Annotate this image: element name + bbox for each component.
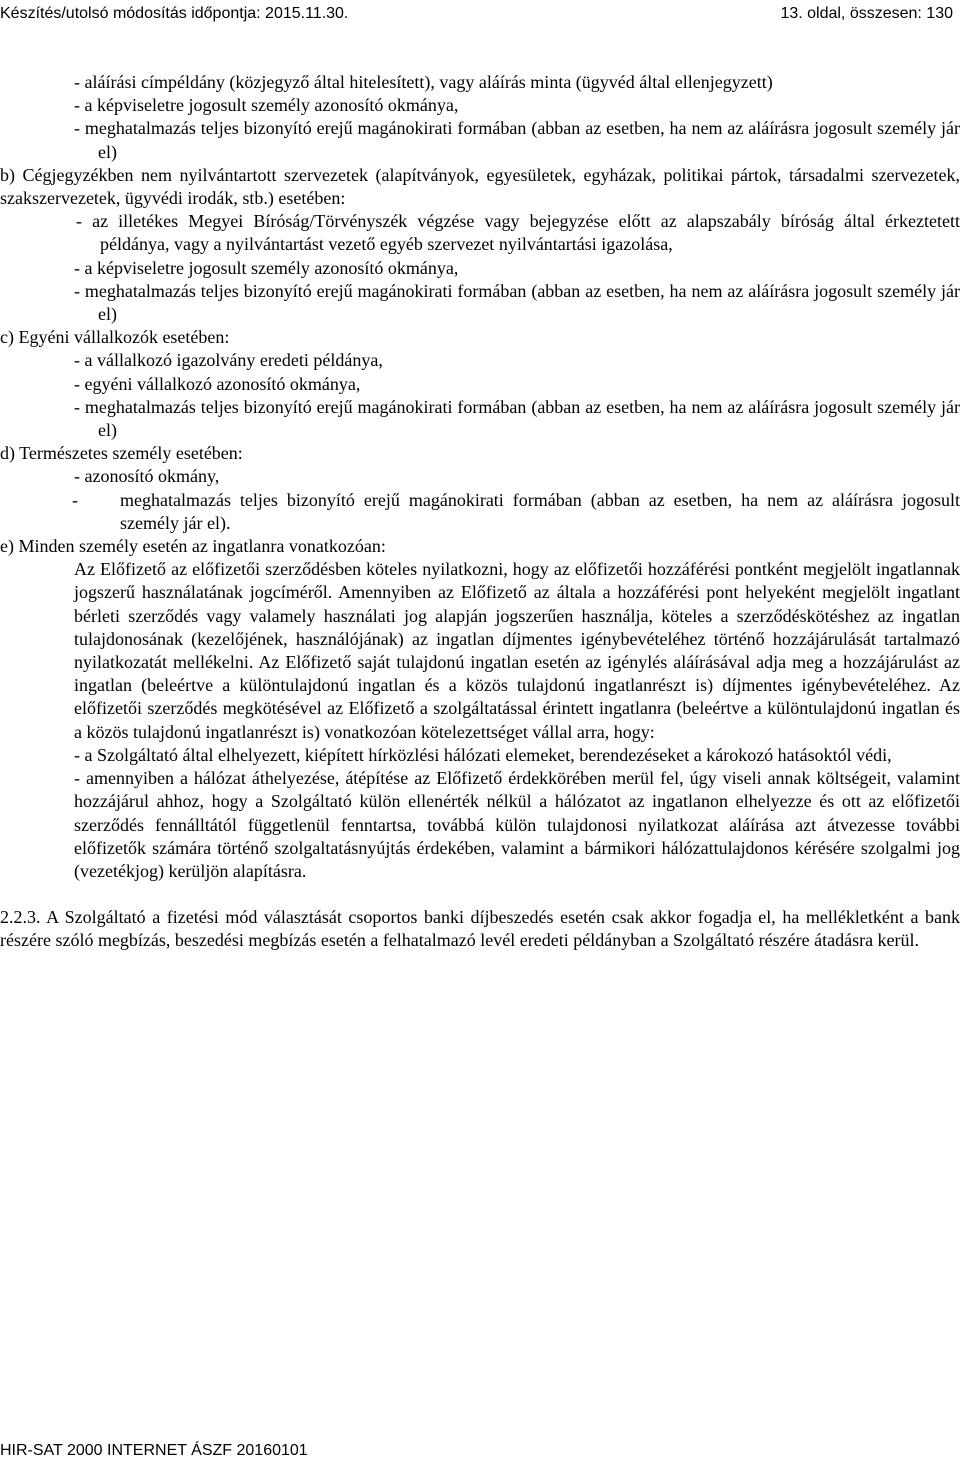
section-e-title: e) Minden személy esetén az ingatlanra vonatkozóan: [0, 536, 386, 557]
a-item-3: - meghatalmazás teljes bizonyító erejű magánokirati formában (abban az esetben, ha nem az aláírásra jogosult személy jár el) [74, 118, 960, 162]
c-item-1: - a vállalkozó igazolvány eredeti példánya, [74, 350, 383, 371]
header-page-number: 13. oldal, összesen: 130 [780, 5, 953, 22]
d-item-2 [0, 489, 960, 535]
d-item-2-dash: - [72, 489, 78, 510]
section-b-title: b) Cégjegyzékben nem nyilvántartott szervezetek (alapítványok, egyesületek, egyházak, politikai pártok, társadalmi szervezetek, szakszervezetek, ügyvédi irodák, stb.) esetében: [0, 164, 960, 209]
b-item-3: - meghatalmazás teljes bizonyító erejű magánokirati formában (abban az esetben, ha nem az aláírásra jogosult személy jár el) [74, 280, 960, 325]
section-c-title: c) Egyéni vállalkozók esetében: [0, 327, 230, 348]
a-item-1: - aláírási címpéldány (közjegyző által hitelesített), vagy aláírás minta (ügyvéd által ellenjegyzett) [74, 72, 773, 92]
e-item-2: - amennyiben a hálózat áthelyezése, átépítése az Előfizető érdekkörében merül fel, úgy viseli annak költségeit, valamint hozzájárul ahhoz, hogy a Szolgáltató külön ellenérték nélkül a hálózatot az ingatlanon elhelyezze és ott az előfizetői szerződés fennálltától függetlenül fenntartsa, továbbá külön tulajdonosi nyilatkozat aláírása azt átvezesse további előfizetők számára történő szolgaltatásnyújtás érdekében, valamint a bármikori hálózattulajdonos kérésére szolgalmi jog (vezetékjog) kerüljön alapításra. [74, 768, 960, 881]
page-header [0, 0, 960, 30]
page-footer: HIR-SAT 2000 INTERNET ÁSZF 20160101 [0, 1442, 308, 1459]
b-item-2: - a képviseletre jogosult személy azonosító okmánya, [74, 257, 459, 278]
spacer [0, 883, 960, 906]
e-paragraph: Az Előfizető az előfizetői szerződésben köteles nyilatkozni, hogy az előfizetői hozzáférési pontként megjelölt ingatlannak jogszerű használatának jogcíméről. Amennyiben az Előfizető az általa a hozzáférési pont helyeként megjelölt ingatlant bérleti szerződés vagy valamely használati jog alapján jogszerűen használja, köteles a szerződéskötéshez az ingatlan tulajdonosának (kezelőjének, használójának) az ingatlan díjmentes igénybevételéhez történő hozzájárulását tartalmazó nyilatkozatát mellékelni. Az Előfizető saját tulajdonú ingatlan esetén az igénylés aláírásával adja meg a hozzájárulást az ingatlan (beleértve a különtulajdonú ingatlan és a közös tulajdonú ingatlanrészt is) díjmentes igénybevételéhez. Az előfizetői szerződés megkötésével az Előfizető a szolgáltatással érintett ingatlanra (beleértve a különtulajdonú ingatlan és a közös tulajdonú ingatlanrészt is) vonatkozóan kötelezettséget vállal arra, hogy: [74, 559, 960, 742]
c-item-2: - egyéni vállalkozó azonosító okmánya, [74, 373, 361, 394]
header-date: Készítés/utolsó módosítás időpontja: 2015.11.30. [0, 5, 349, 22]
c-item-3: - meghatalmazás teljes bizonyító erejű magánokirati formában (abban az esetben, ha nem az aláírásra jogosult személy jár el) [74, 396, 960, 441]
d-item-1: - azonosító okmány, [74, 466, 220, 487]
section-2-2-3: 2.2.3. A Szolgáltató a fizetési mód választását csoportos banki díjbeszedés esetén csak akkor fogadja el, ha mellékletként a bank részére szóló megbízás, beszedési megbízás esetén a felhatalmazó levél eredeti példányban a Szolgáltató részére átadásra kerül. [0, 907, 960, 951]
e-item-1: - a Szolgáltató által elhelyezett, kiépített hírközlési hálózati elemeket, berendezéseket a károkozó hatásoktól védi, [74, 744, 892, 765]
a-item-2: - a képviseletre jogosult személy azonosító okmánya, [74, 95, 459, 116]
section-d-title: d) Természetes személy esetében: [0, 443, 243, 464]
document-body [0, 71, 960, 953]
d-item-2-text: meghatalmazás teljes bizonyító erejű magánokirati formában (abban az esetben, ha nem az aláírásra jogosult személy jár el). [120, 489, 960, 533]
b-item-1: - az illetékes Megyei Bíróság/Törvényszék végzése vagy bejegyzése előtt az alapszabály bíróság által érkeztetett példánya, vagy a nyilvántartást vezető egyéb szervezet nyilvántartási igazolása, [76, 211, 960, 255]
